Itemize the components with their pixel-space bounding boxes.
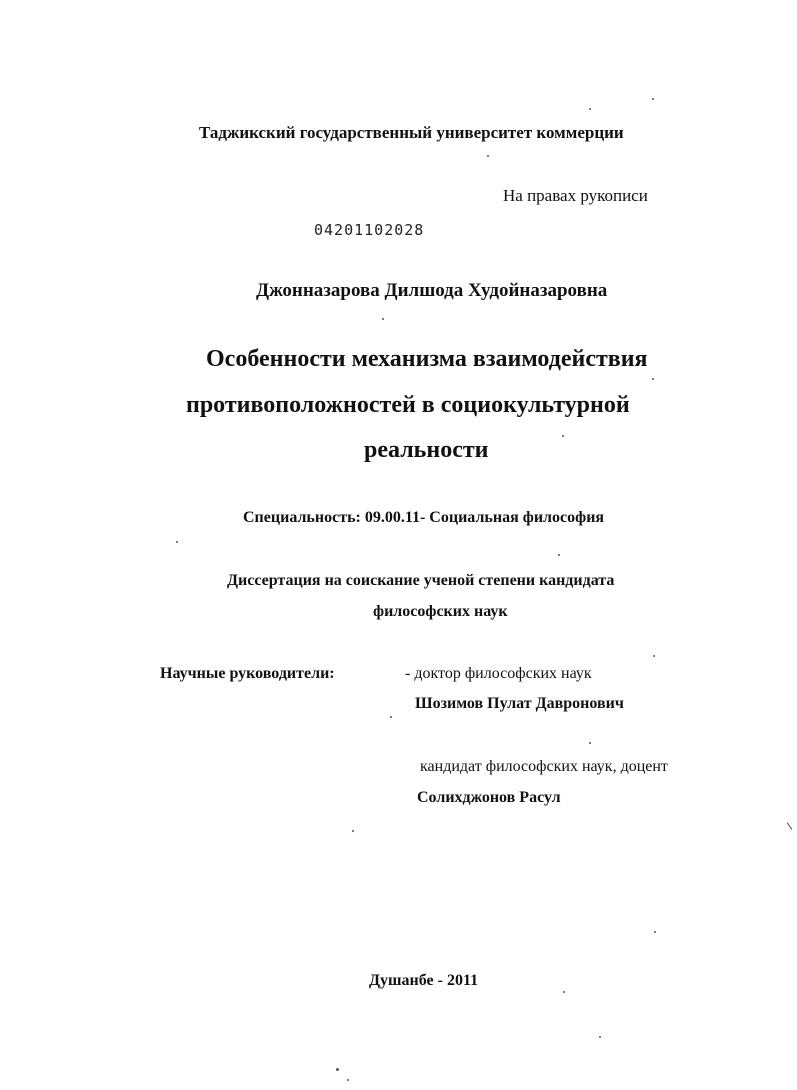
author-name: Джонназарова Дилшода Худойназаровна [256,280,608,301]
place-and-year: Душанбе - 2011 [369,972,479,989]
specialty-line: Специальность: 09.00.11- Социальная философия [243,509,605,526]
scan-speck [558,554,560,556]
scan-speck [599,1036,601,1038]
advisors-label: Научные руководители: [160,665,335,682]
scan-speck [589,108,591,110]
scan-speck [382,318,384,320]
dissertation-degree-line-1: Диссертация на соискание ученой степени кандидата [227,572,615,589]
scan-speck [562,435,564,437]
scan-speck [652,378,654,380]
scan-speck [176,541,178,543]
registration-code: 04201102028 [314,221,425,239]
scan-speck [653,655,655,657]
scan-speck [787,822,792,829]
dissertation-degree-line-2: философских наук [373,603,508,620]
advisor-1-name: Шозимов Пулат Давронович [415,695,624,712]
scan-speck [352,830,354,832]
scan-speck [589,742,591,744]
advisor-2-degree: кандидат философских наук, доцент [420,758,668,775]
thesis-title-line-1: Особенности механизма взаимодействия [206,346,648,372]
scan-speck [652,98,654,100]
advisor-2-name: Солихджонов Расул [417,789,561,806]
thesis-title-line-3: реальности [364,437,489,463]
scan-speck [654,931,656,933]
university-name: Таджикский государственный университет коммерции [199,123,624,142]
scan-speck [487,155,489,157]
scan-speck [563,991,565,993]
manuscript-rights-note: На правах рукописи [503,186,648,205]
thesis-title-line-2: противоположностей в социокультурной [186,392,630,418]
advisor-1-degree: - доктор философских наук [405,665,592,682]
scan-speck [336,1068,339,1071]
scan-speck [347,1079,349,1081]
scan-speck [390,716,392,718]
